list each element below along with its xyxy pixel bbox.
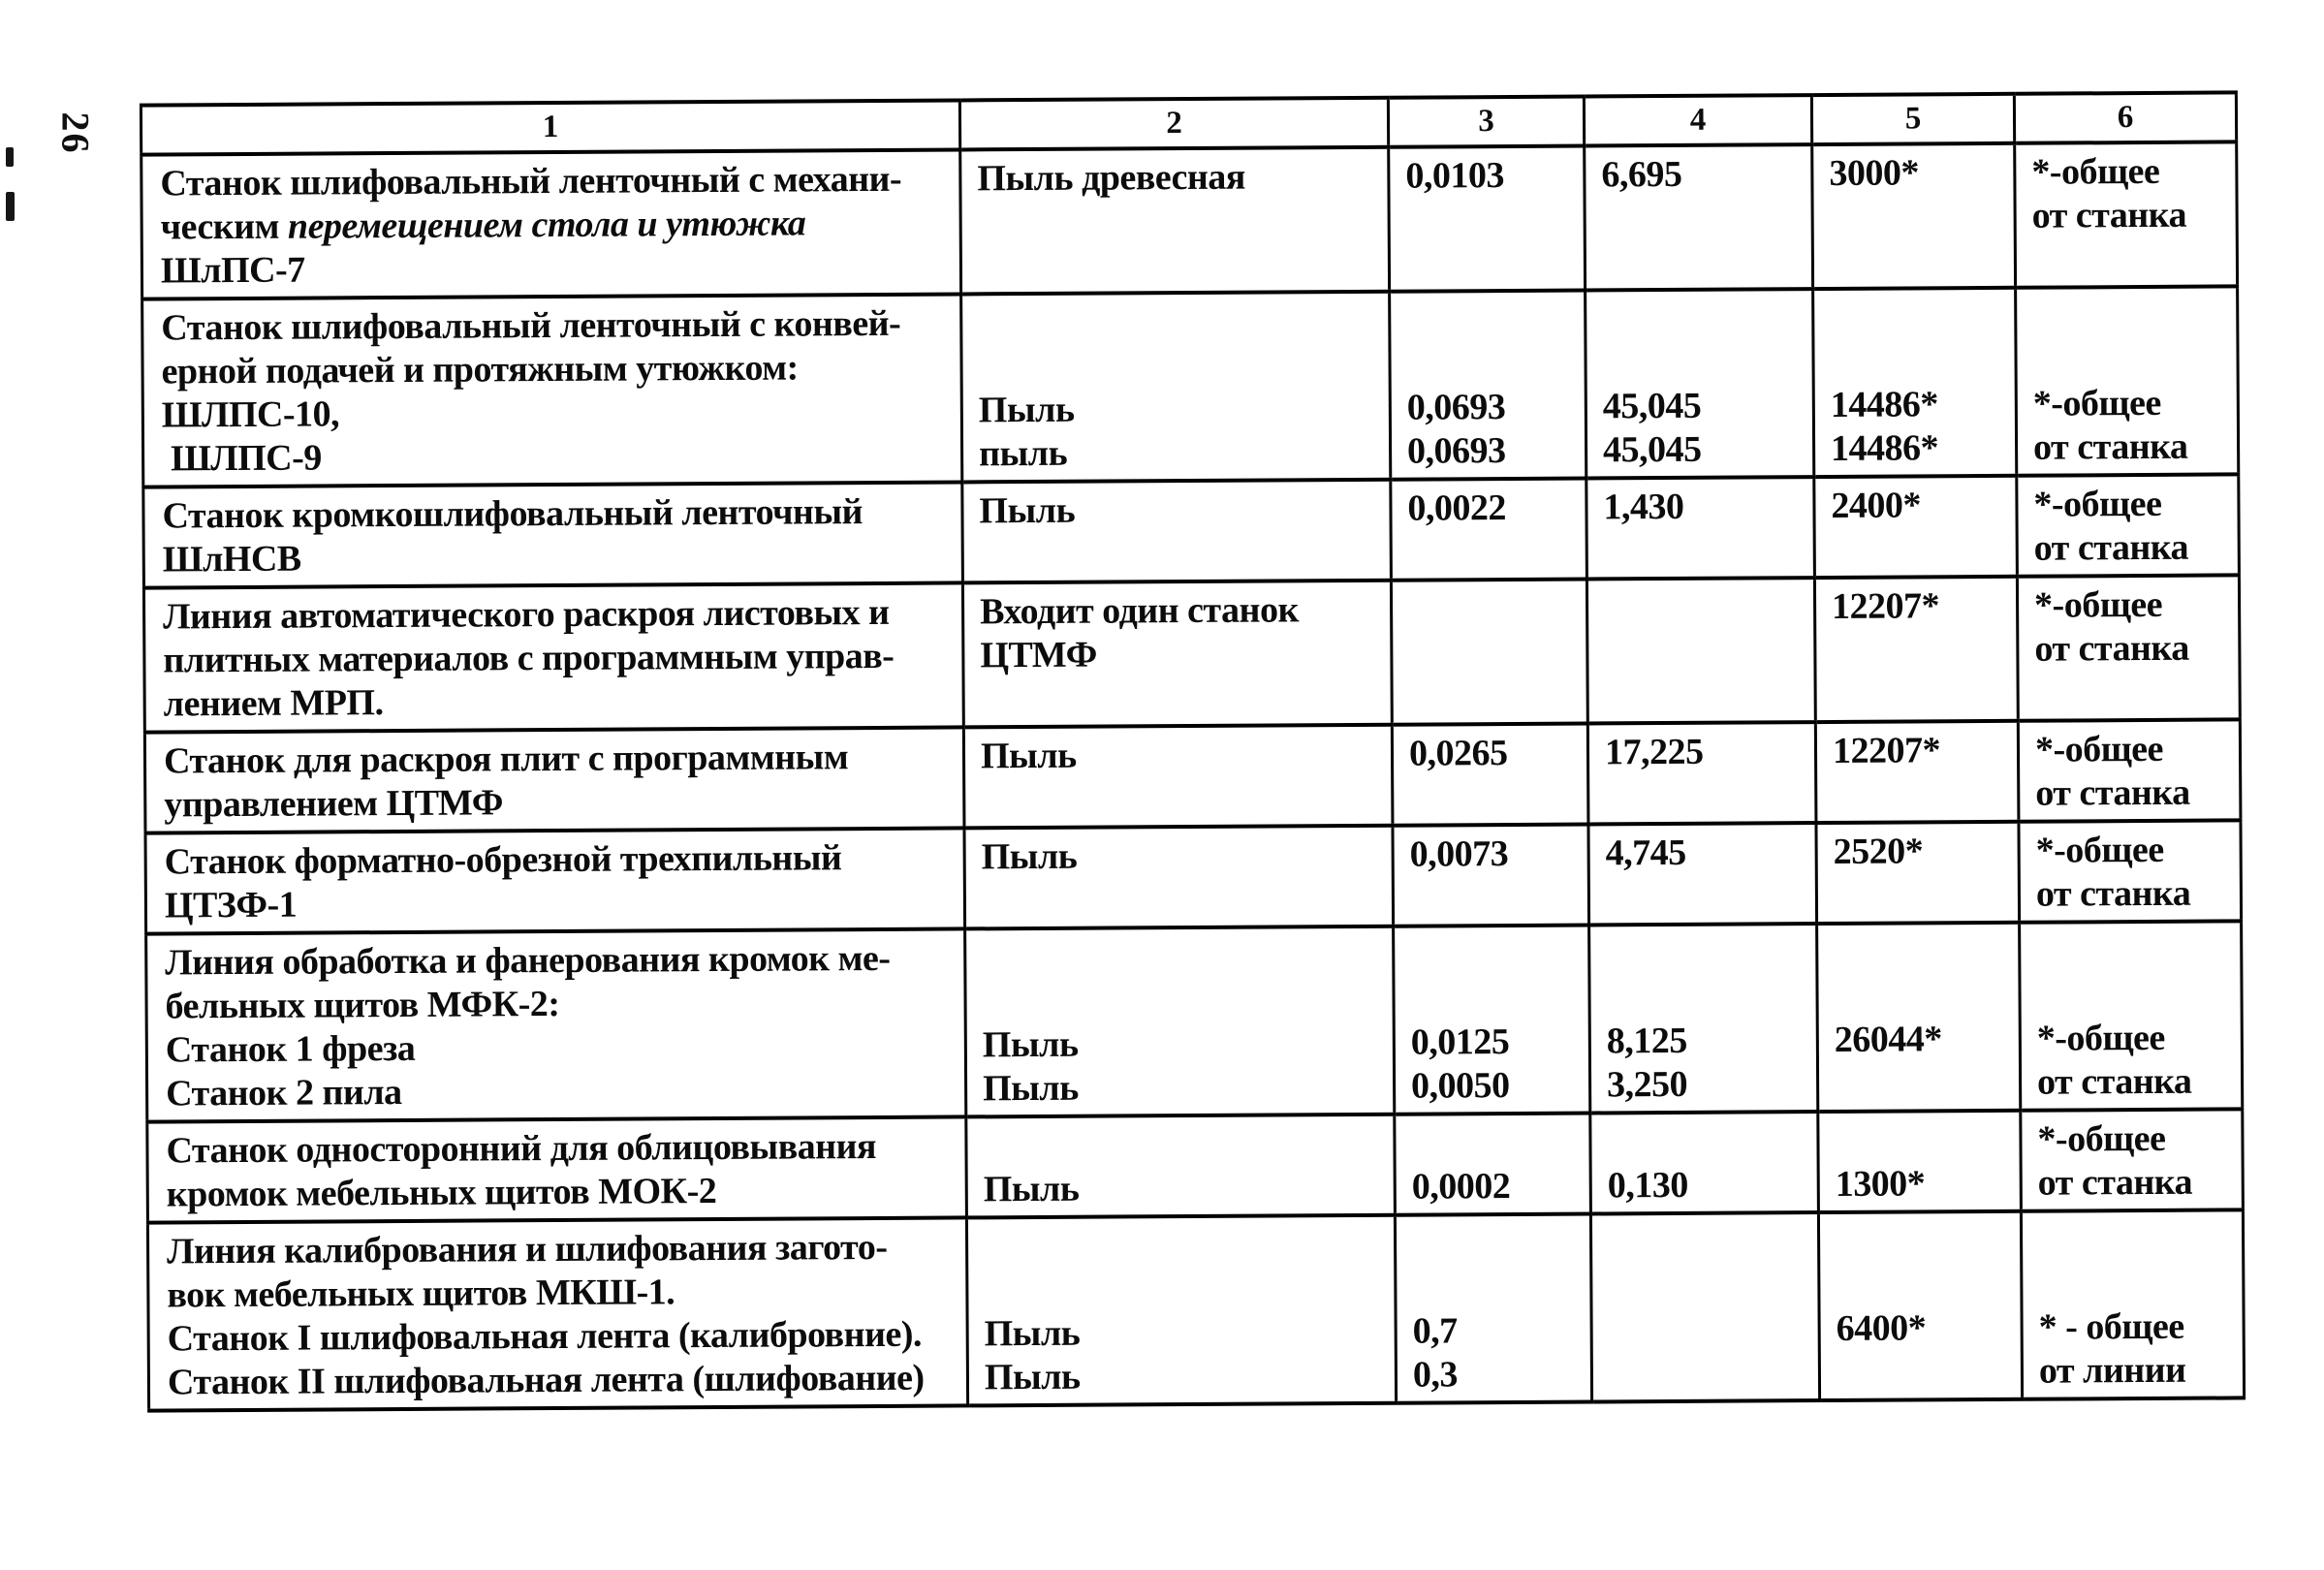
- cell-line: [984, 1166, 1390, 1212]
- cell-line: [984, 1223, 1390, 1270]
- cell-line: [1836, 1219, 2016, 1264]
- table-cell: [2021, 1209, 2244, 1398]
- cell-text: от станка: [2032, 425, 2188, 468]
- cell-line: [1606, 831, 1811, 875]
- table-cell: [966, 1115, 1396, 1218]
- cell-text: Станок II шлифовальная лента (шлифование): [167, 1357, 925, 1403]
- table-cell: [1395, 1114, 1591, 1215]
- cell-line: [2036, 828, 2236, 872]
- cell-text: 3,250: [1606, 1063, 1688, 1106]
- table-row: [141, 141, 2238, 298]
- page-number: 26: [53, 111, 98, 155]
- cell-line: [2032, 193, 2232, 237]
- cell-line: [167, 1269, 961, 1317]
- cell-line: [1831, 383, 2011, 427]
- cell-line: [2033, 381, 2233, 425]
- cell-text: *-общее: [2034, 728, 2164, 770]
- cell-line: [2036, 871, 2236, 916]
- cell-text: вок мебельных щитов МКШ-1.: [167, 1272, 675, 1316]
- cell-text: ШлПС-7: [160, 249, 305, 292]
- cell-text: ерной подачей и протяжным утюжком:: [161, 347, 799, 392]
- cell-line: [978, 343, 1384, 390]
- cell-line: [981, 733, 1387, 779]
- column-header-5: 5: [1811, 94, 2014, 144]
- cell-text: 2400*: [1831, 485, 1922, 526]
- cell-line: [983, 1122, 1389, 1169]
- cell-line: [1833, 729, 2013, 773]
- cell-line: [1837, 1306, 2017, 1351]
- table-cell: [963, 725, 1393, 829]
- cell-line: [1406, 298, 1580, 343]
- cell-line: [2037, 1116, 2237, 1161]
- cell-text: ческим: [160, 205, 289, 248]
- column-header-4: 4: [1584, 95, 1811, 145]
- cell-text: 2520*: [1833, 831, 1924, 872]
- cell-line: [161, 244, 956, 293]
- table-cell: [1389, 146, 1586, 292]
- table-cell: [1817, 923, 2021, 1112]
- cell-line: [1411, 1121, 1585, 1166]
- cell-line: [163, 533, 958, 581]
- cell-line: [2039, 1348, 2239, 1393]
- cell-text: *-общее: [2037, 1117, 2166, 1160]
- cell-line: [1834, 930, 2014, 975]
- table-cell: [147, 1116, 967, 1222]
- cell-line: [2032, 294, 2232, 338]
- cell-text: *-общее: [2031, 150, 2160, 193]
- cell-line: [1834, 974, 2014, 1019]
- cell-line: [161, 201, 956, 249]
- cell-line: [1608, 1163, 1813, 1208]
- column-header-2: 2: [959, 98, 1388, 150]
- cell-text: Пыль древесная: [977, 156, 1246, 200]
- cell-text: 0,0693: [1406, 430, 1506, 472]
- cell-line: [160, 157, 955, 205]
- cell-line: [985, 1310, 1391, 1357]
- cell-line: [1829, 151, 2009, 196]
- cell-line: [1412, 1222, 1586, 1267]
- table-cell: [146, 928, 966, 1121]
- table-row: [143, 474, 2240, 587]
- table-row: [147, 1109, 2244, 1222]
- cell-line: [2036, 928, 2236, 973]
- table-cell: [1816, 822, 2020, 924]
- table-cell: [961, 292, 1391, 483]
- table-cell: [144, 727, 964, 832]
- cell-line: [1406, 342, 1580, 387]
- table-cell: [1390, 291, 1586, 480]
- cell-line: [166, 1023, 960, 1072]
- table-container: [140, 90, 2245, 1412]
- table-body: [141, 141, 2245, 1410]
- table-cell: [141, 149, 961, 298]
- table-cell: [143, 582, 963, 732]
- table-cell: [1393, 825, 1589, 926]
- cell-line: [1410, 832, 1584, 877]
- cell-text: 8,125: [1606, 1020, 1687, 1062]
- cell-text: *-общее: [2036, 1017, 2165, 1059]
- cell-text: Станок 1 фреза: [165, 1027, 416, 1071]
- cell-text: 14486*: [1830, 384, 1938, 425]
- table-cell: [964, 826, 1394, 929]
- table-row: [147, 1209, 2244, 1410]
- cell-line: [1836, 1263, 2016, 1307]
- cell-text: 45,045: [1602, 385, 1702, 427]
- table-cell: [1586, 289, 1814, 478]
- cell-text: перемещением стола и утюжка: [287, 203, 806, 247]
- cell-line: [980, 632, 1386, 678]
- cell-line: [982, 934, 1388, 981]
- table-cell: [960, 147, 1390, 295]
- cell-line: [1602, 340, 1807, 385]
- cell-line: [983, 1065, 1389, 1112]
- cell-line: [1602, 297, 1807, 341]
- cell-line: [1834, 830, 2014, 874]
- cell-line: [979, 430, 1385, 477]
- cell-text: от станка: [2035, 771, 2190, 814]
- cell-line: [163, 590, 958, 639]
- cell-text: 0,0693: [1406, 387, 1506, 428]
- cell-line: [1607, 1119, 1812, 1164]
- table-cell: [2021, 1109, 2244, 1210]
- column-header-1: 1: [141, 100, 959, 154]
- cell-line: [2032, 337, 2232, 382]
- cell-text: 6400*: [1836, 1307, 1927, 1349]
- table-cell: [142, 294, 962, 487]
- cell-line: [984, 1267, 1390, 1313]
- table-cell: [2019, 820, 2242, 922]
- cell-text: бельных щитов МФК-2:: [165, 983, 560, 1027]
- cell-line: [979, 487, 1385, 534]
- cell-line: [165, 835, 959, 884]
- cell-text: Пыль: [982, 1067, 1079, 1110]
- cell-text: 1300*: [1835, 1163, 1926, 1205]
- cell-line: [983, 1021, 1389, 1068]
- cell-text: от станка: [2034, 627, 2189, 670]
- cell-text: 0,0073: [1409, 833, 1509, 875]
- table-cell: [1587, 722, 1816, 824]
- cell-line: [1603, 384, 1808, 428]
- cell-text: *-общее: [2032, 382, 2161, 424]
- table-cell: [2017, 575, 2240, 720]
- table-cell: [1391, 580, 1587, 725]
- cell-text: Пыль: [983, 1168, 1080, 1210]
- emissions-table: [140, 90, 2245, 1412]
- table-cell: [1818, 1211, 2022, 1400]
- cell-text: 0,0002: [1411, 1166, 1511, 1208]
- table-cell: [1818, 1111, 2022, 1212]
- table-cell: [962, 581, 1392, 728]
- cell-text: ЦТЗФ-1: [164, 884, 298, 926]
- cell-text: Пыль: [982, 1023, 1079, 1066]
- cell-text: Пыль: [981, 835, 1078, 878]
- cell-text: Пыль: [984, 1356, 1081, 1398]
- cell-line: [2035, 770, 2235, 815]
- table-row: [142, 286, 2239, 487]
- cell-line: [168, 1356, 962, 1404]
- cell-text: кромок мебельных щитов МОК-2: [166, 1171, 717, 1215]
- cell-line: [165, 879, 959, 927]
- cell-line: [1405, 154, 1579, 199]
- cell-line: [980, 588, 1386, 635]
- cell-text: 12207*: [1831, 585, 1940, 627]
- cell-text: Станок кромкошлифовальный ленточный: [162, 491, 864, 537]
- cell-text: Станок шлифовальный ленточный с конвей-: [161, 302, 901, 349]
- cell-line: [167, 1168, 961, 1216]
- cell-text: ЦТМФ: [980, 634, 1097, 676]
- cell-text: ШЛПС-9: [162, 437, 322, 480]
- cell-line: [168, 1312, 962, 1361]
- cell-line: [1831, 426, 2011, 471]
- table-row: [144, 719, 2241, 832]
- scan-speck: [6, 147, 14, 167]
- cell-line: [1832, 584, 2012, 629]
- table-cell: [1812, 143, 2016, 289]
- cell-line: [1603, 427, 1808, 472]
- cell-text: лением МРП.: [163, 682, 384, 725]
- cell-text: от станка: [2037, 1161, 2193, 1204]
- cell-text: 0,0050: [1410, 1065, 1510, 1107]
- cell-text: от станка: [2033, 526, 2189, 569]
- cell-line: [2039, 1304, 2239, 1349]
- table-cell: [1814, 476, 2018, 578]
- cell-line: [1605, 730, 1810, 774]
- cell-line: [162, 389, 957, 437]
- cell-text: 45,045: [1602, 428, 1702, 471]
- table-cell: [1815, 721, 2019, 823]
- cell-text: Пыль: [980, 735, 1077, 777]
- cell-line: [161, 345, 956, 393]
- cell-line: [1411, 1020, 1585, 1065]
- cell-line: [164, 735, 958, 783]
- cell-text: Станок I шлифовальная лента (калибровние).: [167, 1313, 923, 1360]
- table-cell: [1586, 477, 1815, 579]
- cell-text: *-общее: [2033, 583, 2163, 626]
- cell-line: [166, 1124, 960, 1173]
- cell-line: [1606, 931, 1811, 976]
- cell-line: [979, 387, 1385, 433]
- cell-line: [2031, 149, 2231, 194]
- table-cell: [2015, 141, 2238, 287]
- table-cell: [1392, 724, 1588, 826]
- table-cell: [1588, 823, 1817, 925]
- table-cell: [1394, 926, 1590, 1115]
- cell-line: [2038, 1217, 2238, 1262]
- cell-line: [1409, 732, 1583, 776]
- table-cell: [966, 1215, 1396, 1406]
- table-cell: [1590, 1212, 1819, 1401]
- cell-line: [2034, 525, 2234, 570]
- cell-line: [1407, 487, 1581, 531]
- cell-line: [164, 677, 958, 726]
- cell-line: [1601, 152, 1806, 197]
- cell-line: [1603, 485, 1808, 529]
- table-cell: [1814, 577, 2018, 722]
- table-row: [146, 921, 2243, 1121]
- table-cell: [1585, 144, 1813, 290]
- cell-line: [1410, 933, 1584, 978]
- cell-text: Пыль: [984, 1312, 1081, 1355]
- cell-line: [2033, 482, 2233, 526]
- cell-line: [1413, 1309, 1586, 1354]
- cell-line: [1607, 1062, 1812, 1107]
- table-cell: [2017, 474, 2240, 576]
- cell-line: [1407, 429, 1581, 474]
- cell-line: [2034, 582, 2234, 627]
- cell-text: Входит один станок: [979, 589, 1300, 633]
- cell-text: пыль: [978, 432, 1068, 475]
- cell-line: [1606, 975, 1811, 1020]
- cell-text: 17,225: [1604, 731, 1704, 773]
- table-cell: [2016, 286, 2239, 475]
- cell-line: [166, 1067, 960, 1115]
- cell-line: [167, 1225, 961, 1273]
- cell-text: 6,695: [1601, 153, 1682, 196]
- cell-line: [1412, 1266, 1586, 1310]
- table-cell: [1391, 479, 1587, 581]
- cell-text: 0,7: [1412, 1310, 1458, 1352]
- cell-line: [1835, 1118, 2015, 1163]
- cell-line: [161, 301, 956, 350]
- table-cell: [1586, 578, 1815, 723]
- cell-text: ШлНСВ: [162, 538, 301, 581]
- table-cell: [143, 482, 963, 587]
- cell-line: [2038, 1160, 2238, 1205]
- cell-text: от станка: [2036, 1060, 2192, 1103]
- cell-line: [165, 980, 959, 1028]
- cell-text: Пыль: [978, 389, 1075, 431]
- cell-line: [2036, 972, 2236, 1017]
- cell-text: Линия автоматического раскроя листовых и: [163, 591, 890, 638]
- table-cell: [1395, 1213, 1591, 1402]
- cell-text: *-общее: [2033, 483, 2162, 525]
- cell-text: от станка: [2031, 194, 2187, 236]
- table-cell: [2020, 921, 2243, 1110]
- cell-text: ШЛПС-10,: [161, 393, 340, 436]
- cell-line: [1831, 484, 2011, 528]
- cell-text: от линии: [2038, 1349, 2186, 1392]
- cell-text: 14486*: [1830, 427, 1939, 469]
- cell-line: [165, 936, 959, 985]
- cell-line: [2037, 1059, 2237, 1104]
- table-cell: [147, 1217, 967, 1410]
- cell-line: [164, 778, 958, 827]
- cell-line: [977, 155, 1383, 202]
- table-cell: [965, 926, 1395, 1117]
- cell-text: 1,430: [1603, 486, 1684, 528]
- cell-text: * - общее: [2038, 1305, 2184, 1348]
- cell-line: [1407, 386, 1581, 430]
- table-cell: [1589, 924, 1818, 1113]
- cell-text: Пыль: [979, 489, 1076, 532]
- table-row: [143, 575, 2240, 732]
- cell-text: Станок форматно-обрезной трехпильный: [164, 837, 842, 883]
- cell-line: [163, 634, 958, 682]
- table-cell: [2018, 719, 2241, 821]
- cell-line: [2038, 1261, 2238, 1305]
- cell-text: 0,0022: [1407, 487, 1507, 529]
- cell-line: [162, 489, 957, 538]
- cell-line: [985, 1354, 1391, 1400]
- cell-line: [1835, 1018, 2015, 1062]
- cell-text: 0,0103: [1405, 155, 1505, 197]
- table-cell: [1813, 288, 2017, 477]
- table-cell: [1590, 1112, 1819, 1213]
- table-row: [145, 820, 2242, 933]
- cell-line: [978, 299, 1384, 346]
- column-header-6: 6: [2014, 92, 2236, 142]
- cell-text: Станок шлифовальный ленточный с механи-: [160, 158, 902, 204]
- cell-line: [1836, 1162, 2016, 1207]
- cell-line: [1413, 1353, 1586, 1397]
- cell-text: управлением ЦТМФ: [164, 782, 504, 826]
- cell-line: [982, 833, 1388, 880]
- cell-line: [1410, 977, 1584, 1021]
- cell-text: 0,3: [1412, 1354, 1459, 1396]
- scan-speck: [6, 192, 15, 221]
- cell-text: *-общее: [2035, 829, 2164, 871]
- cell-line: [982, 978, 1388, 1024]
- cell-text: 4,745: [1605, 832, 1686, 874]
- cell-line: [2035, 727, 2235, 771]
- cell-text: от станка: [2035, 872, 2191, 915]
- cell-line: [1830, 296, 2010, 340]
- column-header-3: 3: [1388, 97, 1584, 147]
- cell-text: Станок для раскроя плит с программным: [163, 737, 849, 782]
- cell-text: Станок 2 пила: [166, 1071, 402, 1115]
- cell-text: плитных материалов с программным управ-: [163, 635, 895, 681]
- cell-line: [1607, 1019, 1812, 1063]
- cell-text: Линия обработка и фанерования кромок ме-: [165, 937, 891, 984]
- cell-text: 0,0265: [1408, 733, 1508, 774]
- cell-line: [2033, 424, 2233, 469]
- table-cell: [962, 480, 1392, 583]
- cell-line: [1412, 1165, 1586, 1209]
- cell-text: 0,0125: [1410, 1021, 1510, 1063]
- cell-text: Линия калибрования и шлифования загото-: [167, 1226, 888, 1272]
- cell-text: 0,130: [1607, 1164, 1688, 1207]
- cell-line: [162, 432, 957, 481]
- cell-text: 12207*: [1832, 730, 1941, 771]
- cell-text: 3000*: [1829, 152, 1919, 194]
- cell-line: [2034, 626, 2234, 671]
- cell-text: Станок односторонний для облицовывания: [166, 1126, 877, 1172]
- table-cell: [145, 828, 965, 933]
- cell-line: [1411, 1064, 1585, 1109]
- cell-text: 26044*: [1834, 1019, 1942, 1060]
- cell-line: [1830, 339, 2010, 384]
- cell-line: [2037, 1016, 2237, 1060]
